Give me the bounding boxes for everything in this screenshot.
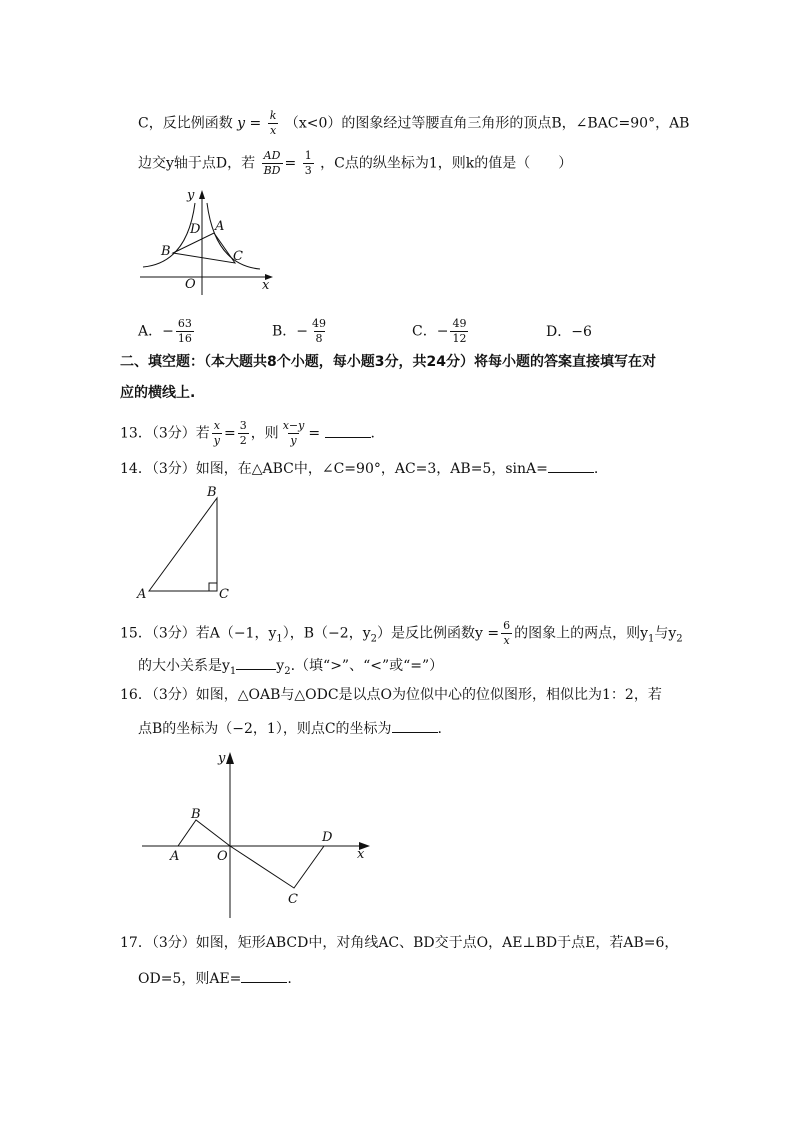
section-2-heading-line-1: 二、填空题：（本大题共8个小题，每小题3分，共24分）将每小题的答案直接填写在对 (120, 354, 656, 370)
q12-figure (135, 185, 285, 300)
option-c[interactable]: C．− $\frac{49}{12}$ (412, 317, 467, 346)
q17-answer-blank[interactable] (241, 970, 287, 983)
option-b[interactable]: B．− $\frac{49}{8}$ (272, 317, 327, 346)
right-angle-mark (209, 583, 217, 591)
section-2-heading-line-2: 应的横线上. (120, 385, 196, 401)
label-d: D (190, 222, 201, 237)
q12-text-2b: ，C点的纵坐标为1，则k的值是（ ） (320, 155, 573, 172)
label-c: C (219, 587, 229, 602)
label-x: x (357, 847, 365, 862)
label-a: A (170, 849, 180, 864)
label-y: y (187, 188, 195, 203)
option-a[interactable]: A．− $\frac{63}{16}$ (138, 317, 192, 346)
y-axis-arrow (199, 190, 205, 199)
q12-text-2a: 边交y轴于点D，若 (138, 155, 256, 172)
q16-line-1: 16．（3分）如图，△OAB与△ODC是以点O为位似中心的位似图形，相似比为1：2，若 (120, 687, 662, 703)
triangle-odc (230, 846, 324, 888)
label-x: x (262, 278, 270, 293)
q16-line-2: 点B的坐标为（−2，1），则点C的坐标为 . (138, 721, 442, 737)
q17-line-1: 17．（3分）如图，矩形ABCD中，对角线AC、BD交于点O，AE⊥BD于点E，若AB=6， (120, 935, 679, 951)
label-a: A (215, 219, 225, 234)
label-o: O (185, 277, 196, 292)
label-y: y (218, 751, 226, 766)
q14-figure (135, 484, 245, 604)
q12-text-1a: C，反比例函数 (138, 115, 233, 132)
q14-answer-blank[interactable] (548, 460, 594, 473)
q13: 13．（3分）若 $\frac{x}{y}$ = $\frac{3}{2}$ ，则 $\frac{x-y}{y}$ = . (120, 419, 375, 448)
triangle-abc (149, 498, 217, 591)
q12-line-1: C，反比例函数 y = $\frac{k}{x}$ （x<0）的图象经过等腰直角三角形的顶点B，∠BAC=90°，AB (138, 109, 690, 138)
label-c: C (288, 892, 298, 907)
fraction-one-third: $\frac{1}{3}$ (304, 149, 312, 178)
label-c: C (233, 249, 243, 264)
label-o: O (217, 849, 228, 864)
fraction-ad-bd: $\frac{AD}{BD}$ (263, 149, 281, 178)
q16-answer-blank[interactable] (392, 720, 438, 733)
triangle-abc (173, 233, 235, 263)
q17-line-2: OD=5，则AE= . (138, 971, 292, 987)
q14: 14．（3分）如图，在△ABC中，∠C=90°，AC=3，AB=5，sinA= . (120, 461, 599, 477)
q12-text-1b: （x<0）的图象经过等腰直角三角形的顶点B，∠BAC=90°，AB (284, 115, 690, 132)
q15-line-1: 15．（3分）若A（−1，$y_1$），B（−2，$y_2$）是反比例函数y = $\frac{6}{x}$ 的图象上的两点，则$y_1$与$y_2$ (120, 619, 683, 648)
q15-answer-blank[interactable] (236, 657, 276, 670)
y-axis-arrow (226, 752, 234, 764)
label-d: D (322, 830, 333, 845)
label-b: B (207, 485, 217, 500)
fraction-k-over-x: $\frac{k}{x}$ (269, 109, 277, 138)
label-b: B (161, 244, 171, 259)
label-b: B (191, 807, 201, 822)
q13-answer-blank[interactable] (325, 425, 371, 438)
q12-line-2: 边交y轴于点D，若 $\frac{AD}{BD}$ = $\frac{1}{3}$ ，C点的纵坐标为1，则k的值是（ ） (138, 149, 573, 178)
triangle-oab (178, 820, 230, 846)
q15-line-2: 的大小关系是$y_1$ $y_2$.（填“>”、“<”或“=”） (138, 658, 444, 677)
label-a: A (137, 587, 147, 602)
q16-figure (138, 748, 378, 923)
option-d[interactable]: D．−6 (546, 324, 592, 340)
